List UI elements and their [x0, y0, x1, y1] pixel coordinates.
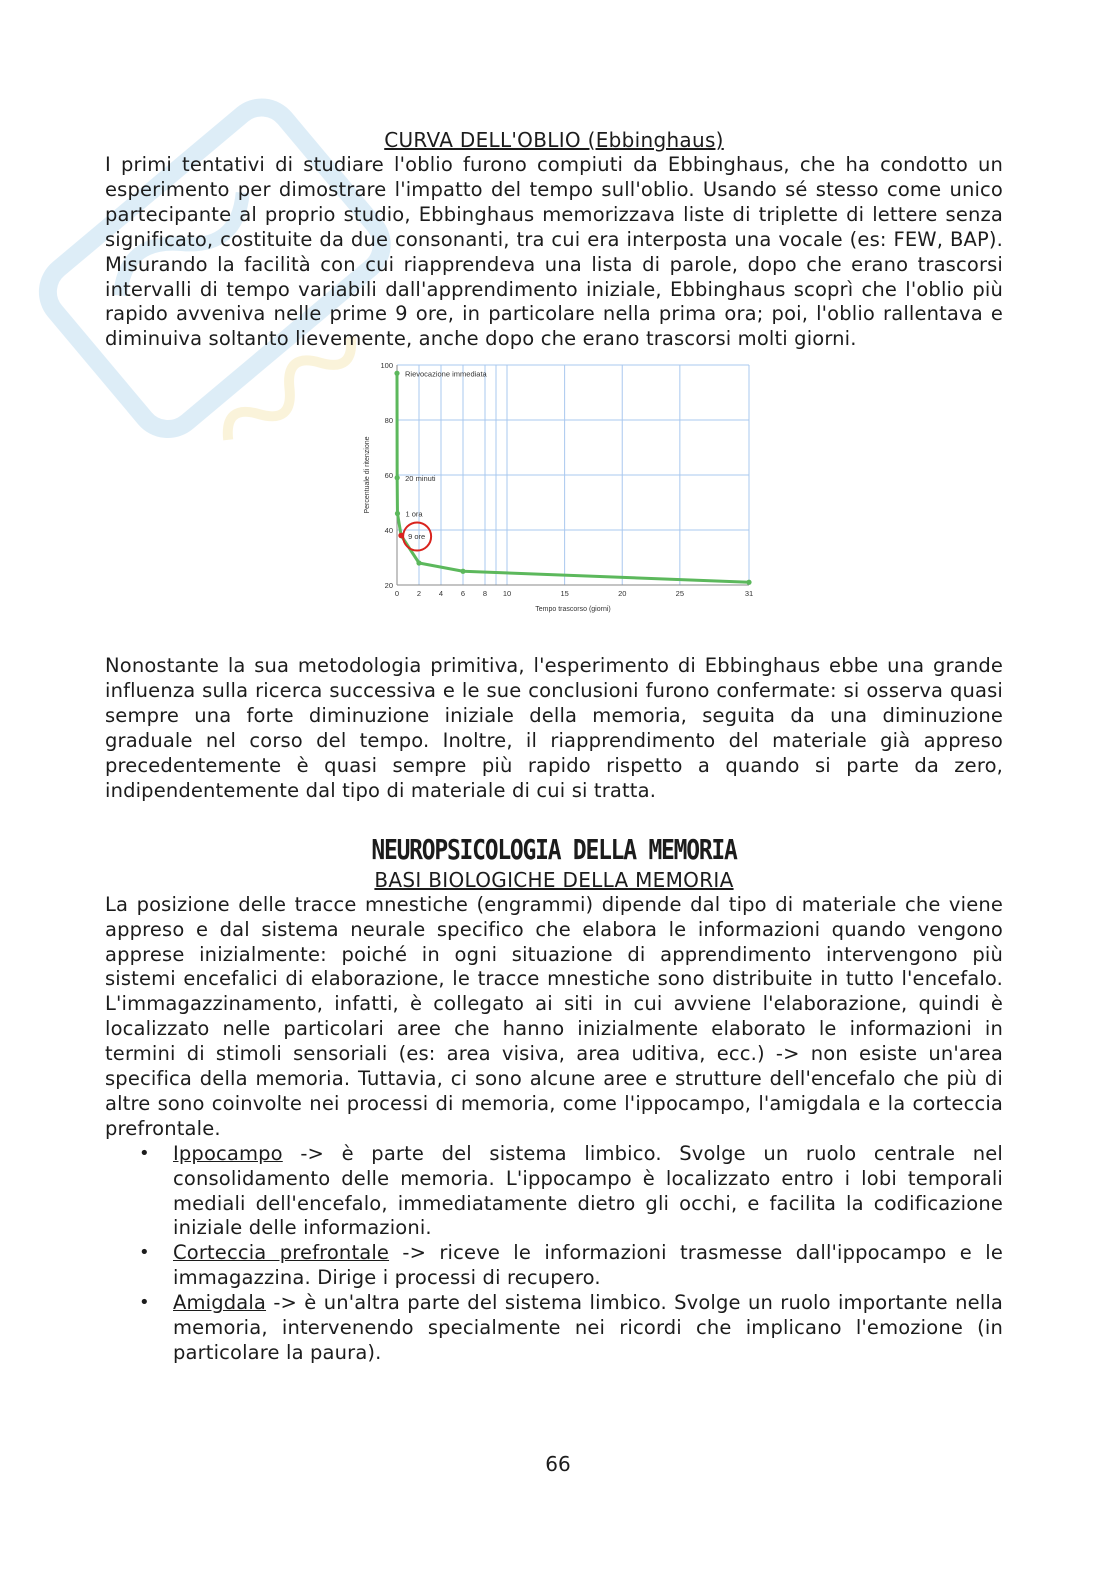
y-tick-label: 100: [380, 361, 393, 371]
term-ippocampo: Ippocampo: [173, 1141, 283, 1165]
x-axis-label: Tempo trascorso (giorni): [535, 606, 611, 614]
list-item-amigdala: [173, 1291, 1003, 1366]
highlight-point: [398, 533, 404, 539]
list-item-ippocampo: [173, 1142, 1003, 1242]
term-corteccia-prefrontale: Corteccia prefrontale: [173, 1241, 390, 1265]
x-tick-label: 10: [502, 589, 512, 599]
x-tick-label: 8: [482, 589, 488, 599]
y-axis-label: Percentuale di ritenzione: [364, 436, 371, 514]
x-tick-label: 25: [675, 589, 685, 599]
x-tick-label: 31: [744, 589, 754, 599]
y-tick-label: 40: [384, 526, 393, 536]
data-point: [746, 580, 751, 585]
data-point: [416, 561, 421, 566]
list-item-text: -> riceve le informazioni trasmesse dall'ippocampo e le immagazzina. Dirige i processi di recupero.: [173, 1241, 1003, 1290]
list-item-corteccia: [173, 1241, 1003, 1291]
subheading-basi-biologiche: BASI BIOLOGICHE DELLA MEMORIA: [374, 867, 734, 892]
annotation-label: Rievocazione immediata: [405, 369, 487, 379]
y-tick-label: 80: [384, 416, 393, 426]
annotation-label: 20 minuti: [405, 474, 436, 483]
data-point: [395, 475, 400, 480]
data-point: [395, 511, 400, 516]
paragraph-basi-biologiche: La posizione delle tracce mnestiche (engrammi) dipende dal tipo di materiale che viene appreso e dal sistema neurale specifico che elabora le informazioni quando vengono apprese inizialmente: poiché in ogni situazione di apprendimento intervengono più sistemi encefalici di elaborazione, le tracce mnestiche sono distribuite in tutto l'encefalo. L'immagazzinamento, infatti, è collegato ai siti in cui avviene l'elaborazione, quindi è localizzato nelle particolari aree che hanno inizialmente elaborato le informazioni in termini di stimoli sensoriali (es: area visiva, area uditiva, ecc.) -> non esiste un'area specifica della memoria. Tuttavia, ci sono alcune aree e strutture dell'encefalo che più di altre sono coinvolte nei processi di memoria, come l'ippocampo, l'amigdala e la corteccia prefrontale.: [105, 892, 1003, 1140]
data-point: [460, 569, 465, 574]
x-tick-label: 0: [394, 589, 400, 599]
x-tick-label: 4: [438, 589, 444, 599]
document-page: [105, 128, 1003, 1366]
series-line-retention: [397, 374, 749, 583]
x-tick-label: 15: [560, 589, 569, 599]
term-amigdala: Amigdala: [173, 1291, 267, 1315]
list-item-text: -> è parte del sistema limbico. Svolge un ruolo centrale nel consolidamento delle memoria. L'ippocampo è localizzato entro i lobi temporali mediali dell'encefalo, immediatamente dietro gli occhi, e facilita la codificazione iniziale delle informazioni.: [173, 1141, 1003, 1240]
annotation-label: 9 ore: [408, 532, 426, 542]
x-tick-label: 2: [416, 589, 422, 599]
memory-structures-list: [105, 1142, 1003, 1366]
x-tick-label: 20: [618, 589, 627, 599]
chart-container: [105, 354, 1003, 654]
section-heading-curva-oblio: CURVA DELL'OBLIO (Ebbinghaus): [384, 128, 724, 152]
paragraph-ebbinghaus-conclusions: Nonostante la sua metodologia primitiva, l'esperimento di Ebbinghaus ebbe una grande influenza sulla ricerca successiva e le sue conclusioni furono confermate: si osserva quasi sempre una forte diminuzione iniziale della memoria, seguita da una diminuzione graduale nel corso del tempo. Inoltre, il riapprendimento del materiale già appreso precedentemente è quasi sempre più rapido rispetto a quando si parte da zero, indipendentemente dal tipo di materiale di cui si tratta.: [105, 654, 1003, 802]
annotation-label: 1 ora: [405, 509, 423, 519]
y-tick-label: 60: [384, 471, 393, 481]
list-item-text: -> è un'altra parte del sistema limbico. Svolge un ruolo importante nella memoria, intervenendo specialmente nei ricordi che implicano l'emozione (in particolare la paura).: [173, 1291, 1003, 1364]
y-tick-label: 20: [384, 581, 393, 591]
forgetting-curve-chart: [357, 360, 757, 615]
data-point: [394, 371, 399, 376]
paragraph-ebbinghaus-intro: I primi tentativi di studiare l'oblio furono compiuti da Ebbinghaus, che ha condotto un esperimento per dimostrare l'impatto del tempo sull'oblio. Usando sé stesso come unico partecipante al proprio studio, Ebbinghaus memorizzava liste di triplette di lettere senza significato, costituite da due consonanti, tra cui era interposta una vocale (es: FEW, BAP). Misurando la facilità con cui riapprendeva una lista di parole, dopo che erano trascorsi intervalli di tempo variabili dall'apprendimento iniziale, Ebbinghaus scoprì che l'oblio più rapido avveniva nelle prime 9 ore, in particolare nella prima ora; poi, l'oblio rallentava e diminuiva soltanto lievemente, anche dopo che erano trascorsi molti giorni.: [105, 153, 1003, 351]
section-title-neuropsicologia: NEUROPSICOLOGIA DELLA MEMORIA: [371, 832, 737, 866]
page-number: 66: [545, 1452, 571, 1476]
x-tick-label: 6: [460, 589, 466, 599]
